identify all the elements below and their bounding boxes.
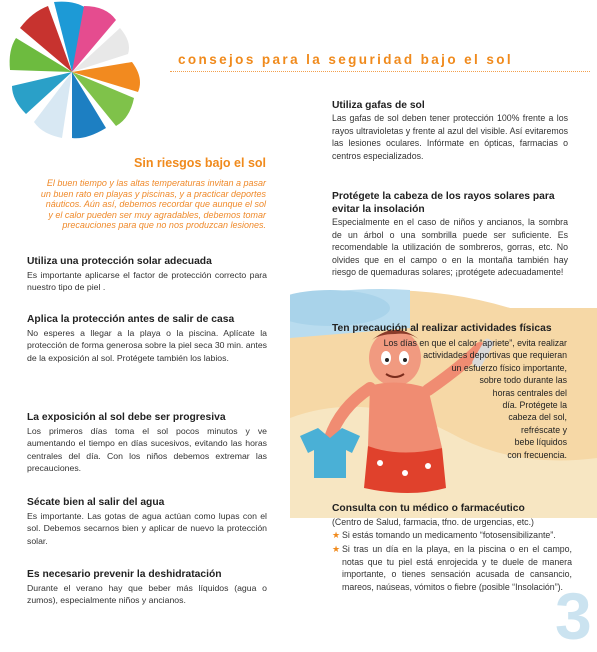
activity-line: actividades deportivas que requieran xyxy=(423,350,567,361)
tip-title: Ten precaución al realizar actividades físicas xyxy=(332,323,552,334)
activity-line: con frecuencia. xyxy=(507,449,567,460)
consult-subtitle: (Centro de Salud, farmacia, tfno. de urgencias, etc.) xyxy=(332,517,534,527)
tip-body: Es importante. Las gotas de agua actúan como lupas con el sol. Debemos secarnos bien y aplicar de nuevo la protección solar. xyxy=(27,510,267,546)
tip-title: Protégete la cabeza de los rayos solares para evitar la insolación xyxy=(332,191,555,215)
tip-body: Las gafas de sol deben tener protección 100% frente a los rayos ultravioletas y frente al azul del visible. Así evitaremos las lesiones oculares. Infórmate en ópticas, farmacias o centros especializados. xyxy=(332,113,568,161)
star-bullet-icon: ★ xyxy=(332,544,341,555)
page-header-title: consejos para la seguridad bajo el sol xyxy=(178,52,514,67)
activity-line: Los días en que el calor “apriete”, evita realizar xyxy=(383,338,567,348)
intro-paragraph: El buen tiempo y las altas temperaturas invitan a pasar un buen rato en playas y piscinas, y a practicar deportes náuticos. Aún así, debemos recordar que aunque el sol y el calor pueden ser muy agradables, debemos tomar precauciones para que no nos produzcan lesiones. xyxy=(40,178,266,231)
tip-dehydration xyxy=(27,569,267,607)
tip-consult-doctor xyxy=(332,502,572,593)
tip-progressive xyxy=(27,412,267,475)
tip-title: Es necesario prevenir la deshidratación xyxy=(27,569,222,580)
tip-physical-activity xyxy=(332,322,572,335)
activity-line: día. Protégete la xyxy=(502,400,567,411)
star-bullet-icon: ★ xyxy=(332,529,341,540)
tip-head-protection xyxy=(332,190,568,279)
activity-text xyxy=(384,337,567,461)
tip-apply-before xyxy=(27,314,267,364)
tip-title: Aplica la protección antes de salir de casa xyxy=(27,314,235,325)
activity-line: refréscate y xyxy=(521,424,567,435)
activity-line: cabeza del sol, xyxy=(508,412,567,423)
header-divider xyxy=(170,71,590,72)
tip-body: Especialmente en el caso de niños y ancianos, la sombra de un árbol o una sombrilla puede ser suficiente. Es recomendable la utilización de sombreros, gorras, etc. No olvides que en el campo o en la montaña también hay riesgo de quemaduras solares; ¡protégete adecuadamente! xyxy=(332,217,568,278)
activity-line: sobre todo durante las xyxy=(479,375,567,386)
list-item: ★ Si tras un día en la playa, en la piscina o en el campo, notas que tu piel está enrojecida y te duele de manera importante, o tienes sensación acusada de cansancio, mareos, naúseas, vómitos o fiebre (posible “Insolación”). xyxy=(332,544,572,592)
tip-title: Utiliza gafas de sol xyxy=(332,100,425,111)
sun-leaves-logo xyxy=(0,0,170,150)
tip-body: No esperes a llegar a la playa o la piscina. Aplícate la protección de forma generosa sobre la piel seca 30 min. antes de la exposición al sol. Protégete también los labios. xyxy=(27,327,268,363)
activity-line: horas centrales del xyxy=(492,387,567,398)
activity-line: un esfuerzo físico importante, xyxy=(451,362,567,373)
list-item: ★ Si estás tomando un medicamento “fotosensibilizante”. xyxy=(332,529,556,540)
tip-title: Sécate bien al salir del agua xyxy=(27,497,165,508)
section-title: Sin riesgos bajo el sol xyxy=(134,156,266,170)
tip-title: La exposición al sol debe ser progresiva xyxy=(27,412,226,423)
tip-sunglasses xyxy=(332,99,568,162)
consult-list xyxy=(332,529,572,594)
tip-title: Consulta con tu médico o farmacéutico xyxy=(332,503,525,514)
tip-body: Durante el verano hay que beber más líquidos (agua o zumos), especialmente niños y ancianos. xyxy=(27,582,267,606)
page-number: 3 xyxy=(555,579,592,652)
tip-sunscreen xyxy=(27,256,267,294)
activity-line: bebe líquidos xyxy=(514,437,567,448)
tip-body: Es importante aplicarse el factor de protección correcto para nuestro tipo de piel . xyxy=(27,269,267,293)
tip-dry-off xyxy=(27,497,267,547)
tip-title: Utiliza una protección solar adecuada xyxy=(27,256,212,267)
tip-body: Los primeros días toma el sol pocos minutos y ve aumentando el tiempo en días sucesivos, evitando las horas centrales del día. Con los niños debemos extremar las precauciones. xyxy=(27,425,267,474)
